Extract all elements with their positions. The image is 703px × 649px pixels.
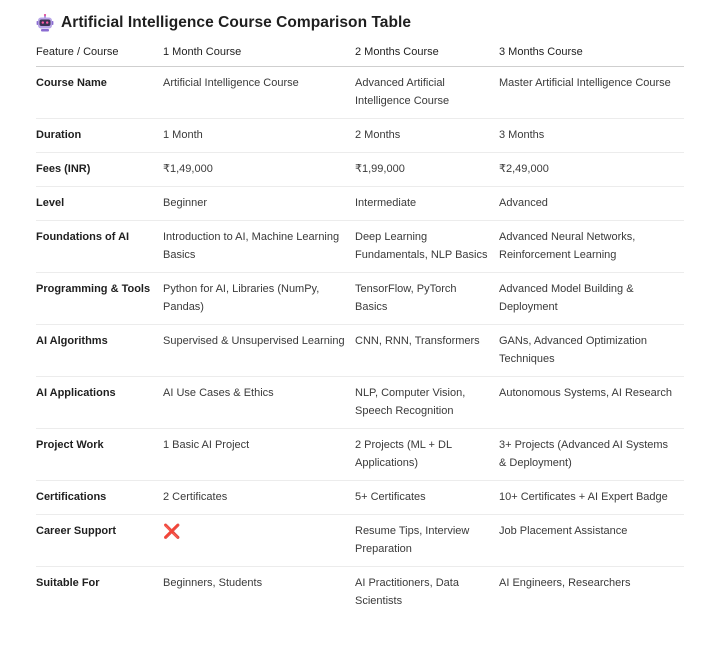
- robot-icon: [36, 14, 54, 32]
- table-row: [36, 119, 684, 153]
- row-label: Project Work: [36, 429, 163, 481]
- table-cell: 1 Month: [163, 119, 355, 153]
- table-row: [36, 515, 684, 567]
- table-row: [36, 273, 684, 325]
- table-cell: TensorFlow, PyTorch Basics: [355, 273, 499, 325]
- column-header: Feature / Course: [36, 38, 163, 67]
- row-label: AI Applications: [36, 377, 163, 429]
- table-cell: AI Engineers, Researchers: [499, 577, 631, 589]
- table-cell: 1 Basic AI Project: [163, 429, 355, 481]
- table-cell: Advanced: [499, 187, 684, 221]
- table-cell: 2 Projects (ML + DL Applications): [355, 429, 499, 481]
- row-label: Level: [36, 187, 163, 221]
- table-cell: Advanced Model Building & Deployment: [499, 273, 684, 325]
- table-row: [36, 481, 684, 515]
- table-cell: Artificial Intelligence Course: [163, 67, 355, 119]
- table-row: [36, 325, 684, 377]
- row-label: Duration: [36, 119, 163, 153]
- table-cell: Introduction to AI, Machine Learning Basics: [163, 221, 355, 273]
- cross-icon: ❌: [163, 515, 355, 567]
- table-cell: Beginners, Students: [163, 577, 263, 589]
- table-cell: NLP, Computer Vision, Speech Recognition: [355, 377, 499, 429]
- row-label: Programming & Tools: [36, 273, 163, 325]
- row-label: AI Algorithms: [36, 325, 163, 377]
- table-cell: Job Placement Assistance: [499, 515, 684, 567]
- table-row: [36, 567, 684, 619]
- row-label: Fees (INR): [36, 153, 163, 187]
- comparison-table: [36, 38, 684, 618]
- table-body: [36, 67, 684, 619]
- table-row: [36, 377, 684, 429]
- table-row: [36, 221, 684, 273]
- table-cell: GANs, Advanced Optimization Techniques: [499, 325, 684, 377]
- table-cell: Autonomous Systems, AI Research: [499, 377, 684, 429]
- table-row: [36, 429, 684, 481]
- page-title: Artificial Intelligence Course Comparison Table: [61, 14, 412, 31]
- table-cell: Intermediate: [355, 187, 499, 221]
- header-row: [36, 38, 684, 67]
- table-cell: 5+ Certificates: [355, 481, 499, 515]
- table-cell: ₹2,49,000: [499, 153, 684, 187]
- table-cell: Beginner: [163, 187, 355, 221]
- row-label: Career Support: [36, 515, 163, 567]
- table-cell: 3 Months: [499, 119, 684, 153]
- table-row: [36, 187, 684, 221]
- table-cell: 2 Months: [355, 119, 499, 153]
- table-cell: 2 Certificates: [163, 481, 355, 515]
- table-cell: 10+ Certificates + AI Expert Badge: [499, 481, 684, 515]
- table-cell: ₹1,49,000: [163, 153, 355, 187]
- column-header: 1 Month Course: [163, 38, 355, 67]
- table-cell: Advanced Neural Networks, Reinforcement Learning: [499, 221, 684, 273]
- table-row: [36, 153, 684, 187]
- table-cell: Deep Learning Fundamentals, NLP Basics: [355, 221, 499, 273]
- table-row: [36, 67, 684, 119]
- row-label: Foundations of AI: [36, 221, 163, 273]
- table-cell: Supervised & Unsupervised Learning: [163, 325, 355, 377]
- row-label: Course Name: [36, 67, 163, 119]
- table-cell: Advanced Artificial Intelligence Course: [355, 67, 499, 119]
- row-label: Suitable For: [36, 577, 100, 589]
- column-header: 2 Months Course: [355, 38, 499, 67]
- table-cell: Master Artificial Intelligence Course: [499, 67, 684, 119]
- column-header: 3 Months Course: [499, 38, 684, 67]
- table-cell: AI Use Cases & Ethics: [163, 377, 355, 429]
- table-cell: ₹1,99,000: [355, 153, 499, 187]
- table-cell: 3+ Projects (Advanced AI Systems & Deployment): [499, 429, 684, 481]
- table-cell: CNN, RNN, Transformers: [355, 325, 499, 377]
- table-cell: Resume Tips, Interview Preparation: [355, 515, 499, 567]
- row-label: Certifications: [36, 481, 163, 515]
- table-cell: Python for AI, Libraries (NumPy, Pandas): [163, 273, 355, 325]
- table-cell: AI Practitioners, Data Scientists: [355, 577, 459, 607]
- title-row: [36, 12, 411, 34]
